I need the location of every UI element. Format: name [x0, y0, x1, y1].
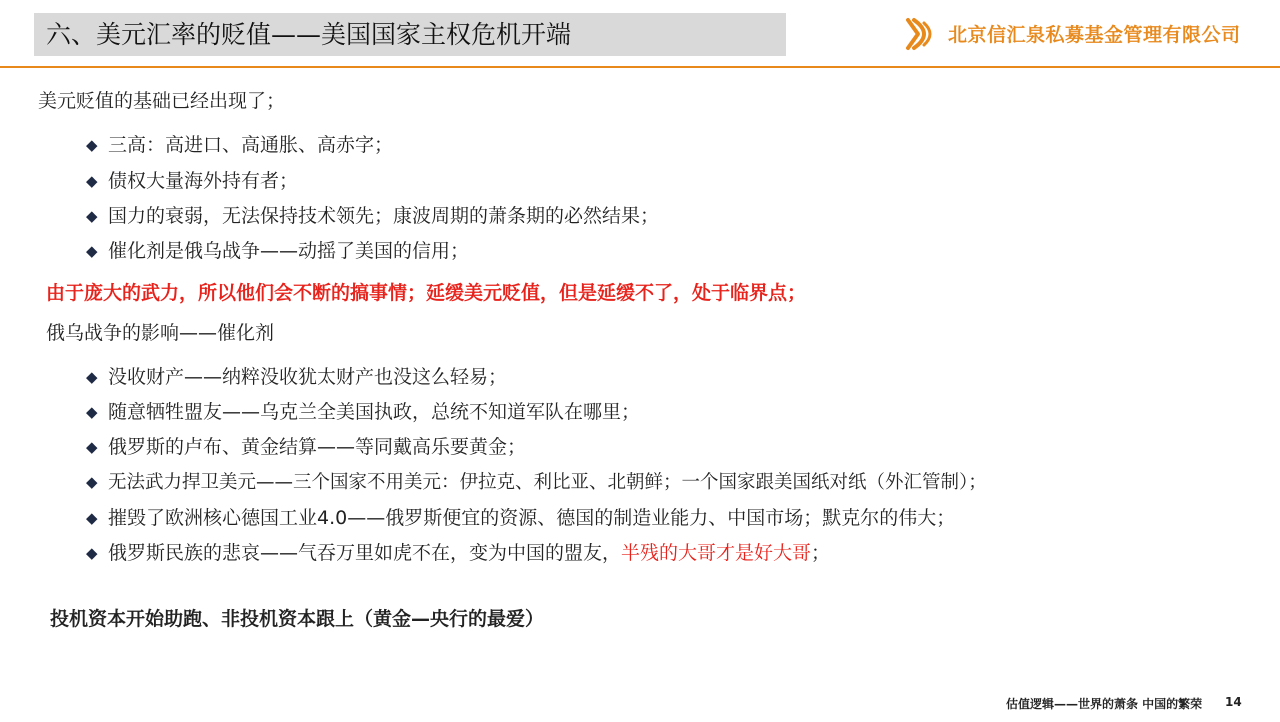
bullet-highlight-text: 半残的大哥才是好大哥 — [621, 542, 812, 564]
diamond-bullet-icon: ◆ — [86, 207, 98, 225]
diamond-bullet-icon: ◆ — [86, 172, 98, 190]
diamond-bullet-icon: ◆ — [86, 368, 98, 386]
bullet-text: 俄罗斯的卢布、黄金结算——等同戴高乐要黄金； — [108, 436, 527, 458]
diamond-bullet-icon: ◆ — [86, 242, 98, 260]
title-banner — [34, 13, 786, 56]
bullet-item — [86, 132, 393, 158]
diamond-bullet-icon: ◆ — [86, 438, 98, 456]
bullet-text: 随意牺牲盟友——乌克兰全美国执政，总统不知道军队在哪里； — [108, 401, 641, 423]
company-logo — [904, 17, 1244, 51]
bullet-item — [86, 364, 507, 390]
section-subhead: 俄乌战争的影响——催化剂 — [46, 322, 275, 344]
bullet-text: 俄罗斯民族的悲哀——气吞万里如虎不在，变为中国的盟友， — [108, 542, 622, 564]
bullet-text: 没收财产——纳粹没收犹太财产也没这么轻易； — [108, 366, 508, 388]
closing-statement: 投机资本开始助跑、非投机资本跟上（黄金—央行的最爱） — [50, 608, 545, 630]
bullet-text: 国力的衰弱，无法保持技术领先；康波周期的萧条期的必然结果； — [108, 205, 660, 227]
bullet-item — [86, 540, 830, 566]
diamond-bullet-icon: ◆ — [86, 473, 98, 491]
bullet-item — [86, 168, 298, 194]
diamond-bullet-icon: ◆ — [86, 403, 98, 421]
page-number: 14 — [1225, 695, 1242, 709]
bullet-item — [86, 399, 640, 425]
diamond-bullet-icon: ◆ — [86, 136, 98, 154]
intro-text: 美元贬值的基础已经出现了； — [38, 90, 286, 112]
bullet-suffix-text: ； — [811, 542, 831, 564]
bullet-item — [86, 203, 659, 229]
bullet-text: 催化剂是俄乌战争——动摇了美国的信用； — [108, 240, 470, 262]
bullet-text: 无法武力捍卫美元——三个国家不用美元：伊拉克、利比亚、北朝鲜；一个国家跟美国纸对纸（外汇管制）； — [108, 472, 987, 493]
footer-text: 估值逻辑——世界的萧条 中国的繁荣 — [1006, 697, 1203, 711]
bullet-item — [86, 238, 469, 264]
highlight-statement: 由于庞大的武力，所以他们会不断的搞事情；延缓美元贬值，但是延缓不了，处于临界点； — [46, 282, 807, 304]
company-name: 北京信汇泉私募基金管理有限公司 — [948, 24, 1241, 46]
diamond-bullet-icon: ◆ — [86, 509, 98, 527]
logo-mark-icon — [904, 17, 944, 51]
bullet-item — [86, 505, 955, 531]
bullet-text: 三高：高进口、高通胀、高赤字； — [108, 134, 394, 156]
bullet-item — [86, 469, 987, 496]
bullet-item — [86, 434, 526, 460]
diamond-bullet-icon: ◆ — [86, 544, 98, 562]
bullet-text: 摧毁了欧洲核心德国工业4.0——俄罗斯便宜的资源、德国的制造业能力、中国市场；默克尔的伟大； — [108, 507, 956, 529]
header-divider — [0, 66, 1280, 68]
page-title: 六、美元汇率的贬值——美国国家主权危机开端 — [46, 20, 572, 49]
bullet-text: 债权大量海外持有者； — [108, 170, 299, 192]
